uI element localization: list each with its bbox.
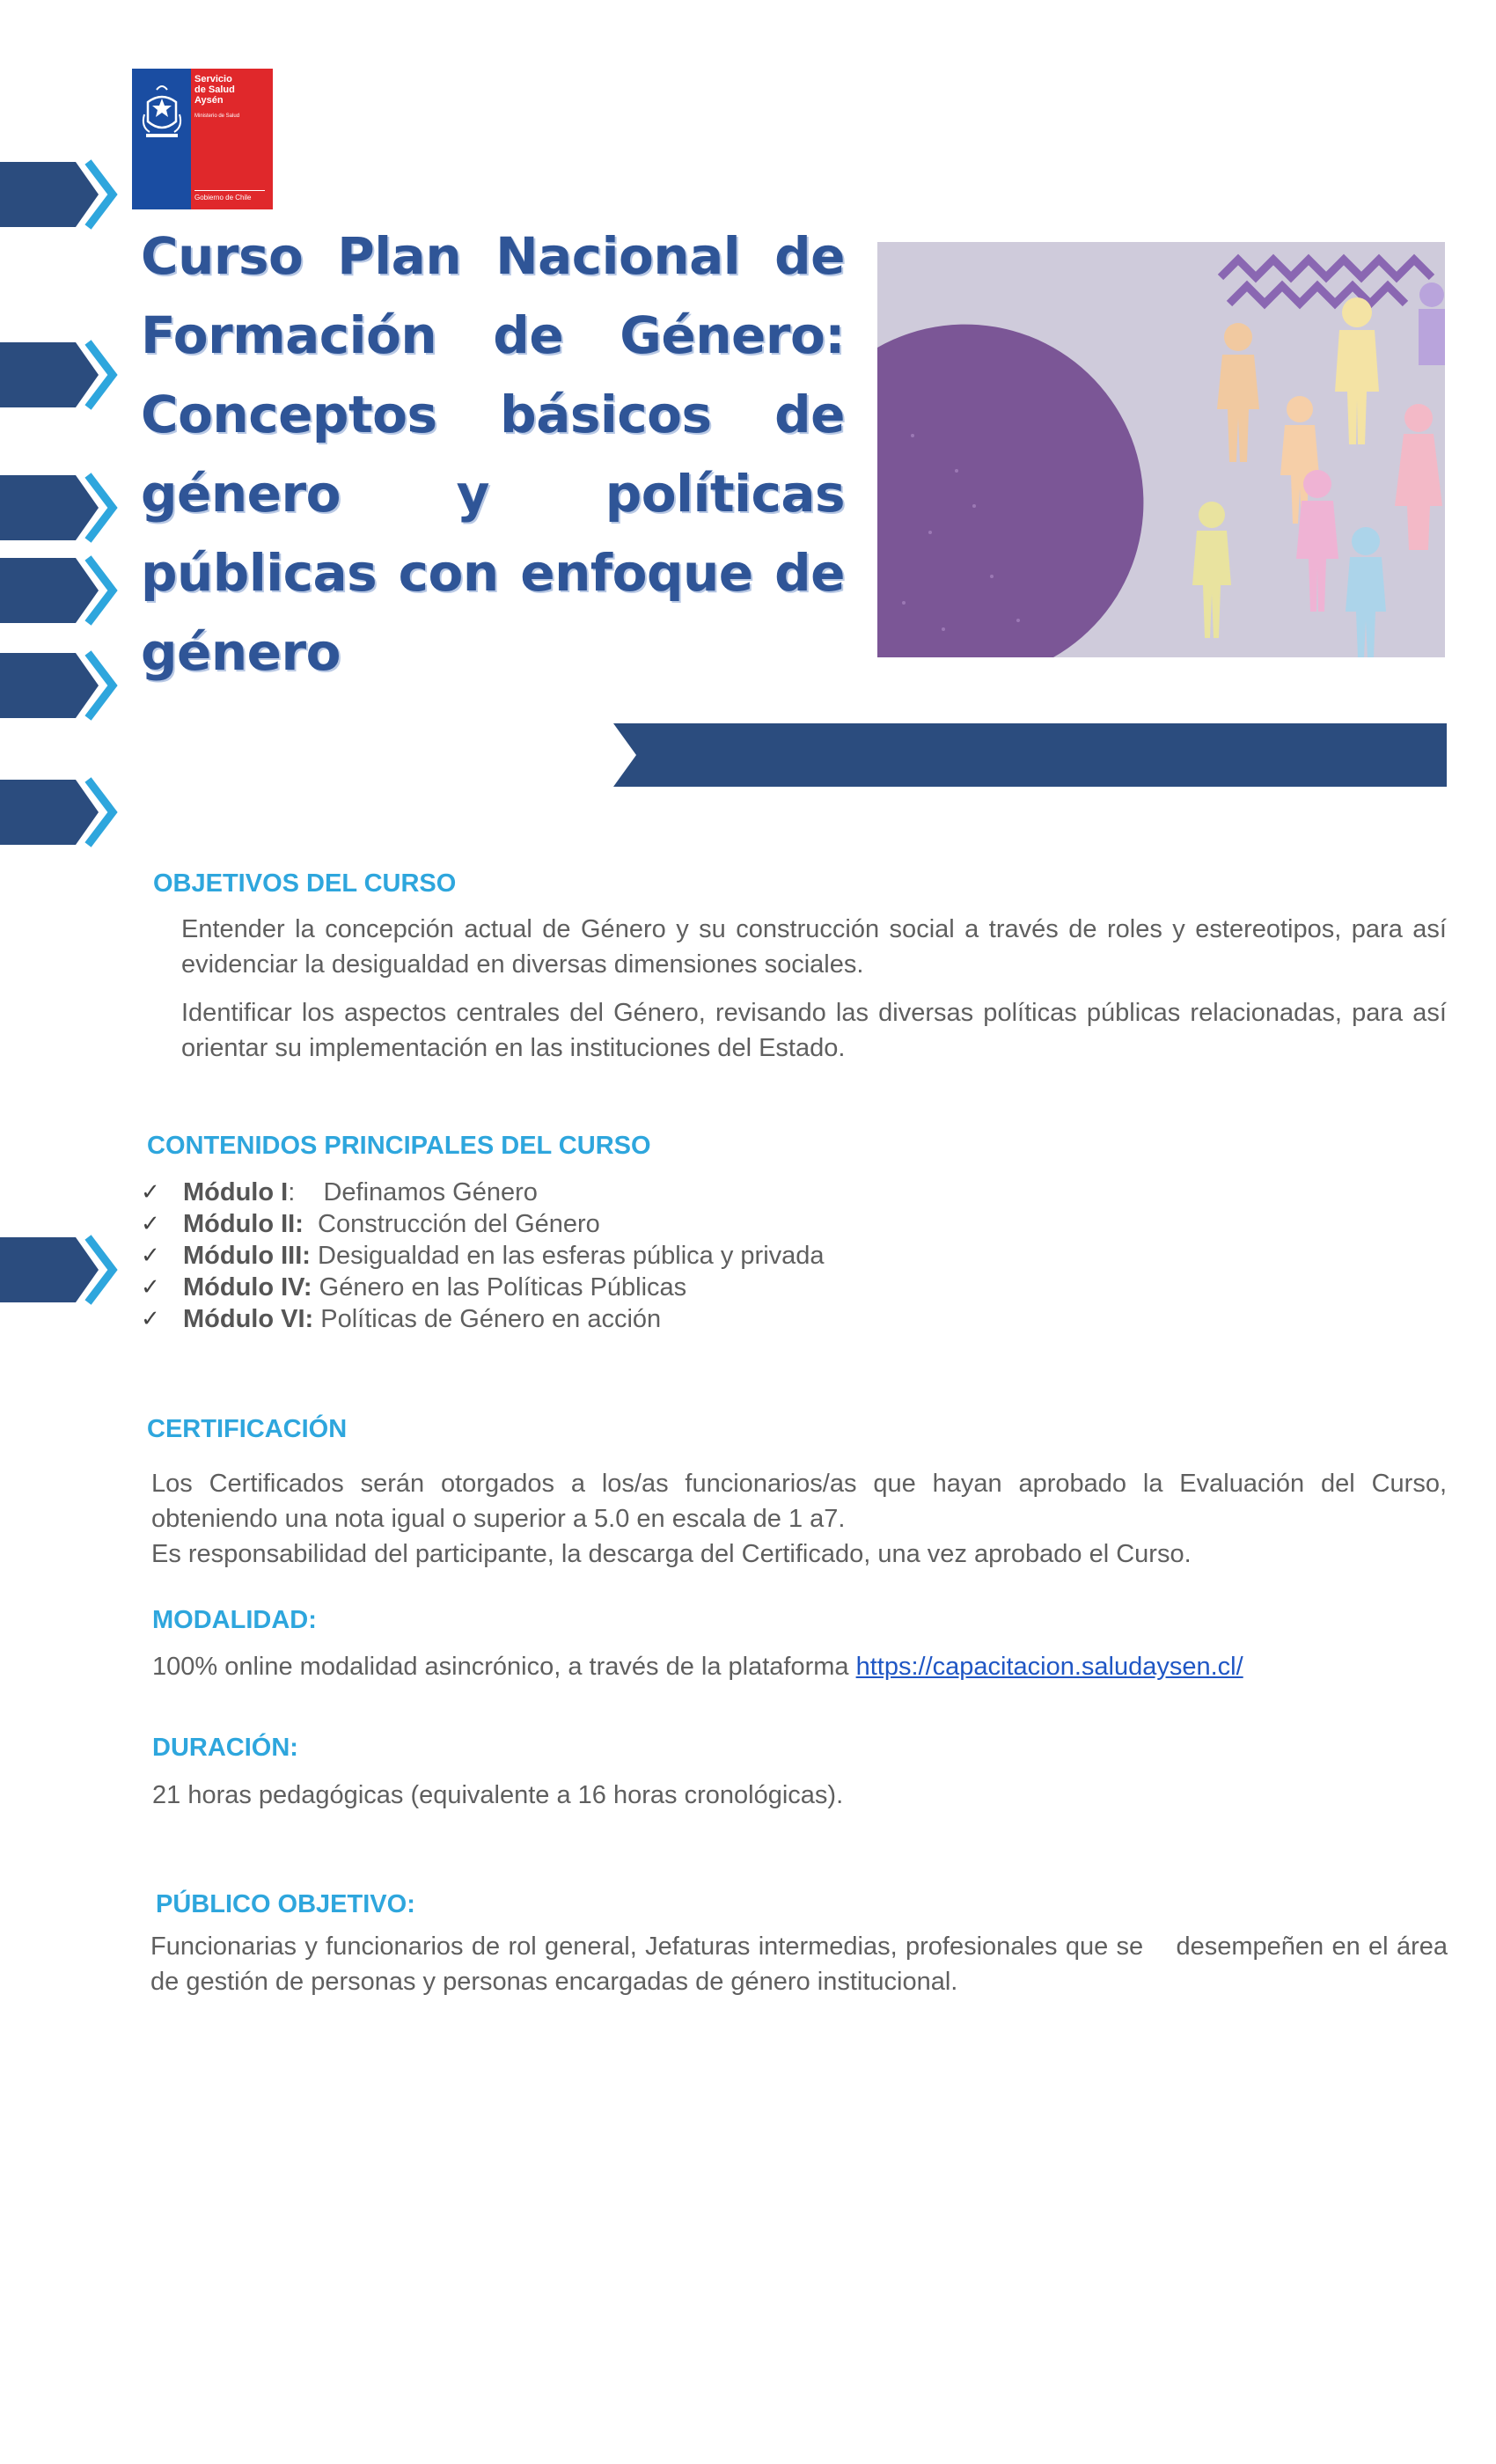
module-item-1: ✓ Módulo I: Definamos Género — [141, 1178, 538, 1206]
coat-of-arms-icon — [139, 76, 185, 148]
modality-heading: MODALIDAD: — [152, 1606, 317, 1634]
government-logo — [132, 69, 273, 209]
paper-people-illustration — [877, 242, 1445, 657]
course-title: Curso Plan Nacional de Formación de Género: Conceptos básicos de género y políticas públicas con enfoque de género — [141, 226, 845, 682]
certification-paragraph-2: Es responsabilidad del participante, la descarga del Certificado, una vez aprobado el Curso. — [151, 1540, 1192, 1568]
title-banner — [613, 723, 1447, 787]
certification-heading: CERTIFICACIÓN — [147, 1415, 348, 1443]
modality-paragraph: 100% online modalidad asincrónico, a través de la plataforma https://capacitacion.saludaysen.cl/ — [152, 1653, 1243, 1681]
arrow-decoration-4 — [0, 554, 125, 627]
audience-heading: PÚBLICO OBJETIVO: — [156, 1890, 415, 1918]
module-item-5: ✓ Módulo VI: Políticas de Género en acción — [141, 1305, 662, 1333]
module-item-3: ✓ Módulo III: Desigualdad en las esferas pública y privada — [141, 1242, 825, 1270]
logo-rule — [194, 190, 265, 191]
logo-text: Servicio de Salud Aysén — [194, 74, 235, 106]
arrow-decoration-3 — [0, 472, 125, 544]
duration-heading: DURACIÓN: — [152, 1734, 298, 1762]
checkmark-icon: ✓ — [141, 1306, 160, 1332]
checkmark-icon: ✓ — [141, 1211, 160, 1237]
platform-link[interactable]: https://capacitacion.saludaysen.cl/ — [855, 1653, 1243, 1681]
audience-text: Funcionarias y funcionarios de rol general, Jefaturas intermedias, profesionales que se desempeñen en el área de gestión de personas y personas encargadas de género institucional. — [150, 1932, 1456, 1996]
arrow-decoration-1 — [0, 158, 125, 231]
checkmark-icon: ✓ — [141, 1243, 160, 1269]
logo-government: Gobierno de Chile — [194, 194, 252, 202]
module-item-4: ✓ Módulo IV: Género en las Políticas Públicas — [141, 1273, 687, 1302]
logo-ministry: Ministerio de Salud — [194, 114, 240, 119]
checkmark-icon: ✓ — [141, 1179, 160, 1206]
objective-paragraph-2: Identificar los aspectos centrales del Género, revisando las diversas políticas públicas relacionadas, para así orientar su implementación en las instituciones del Estado. — [181, 999, 1447, 1062]
objectives-heading: OBJETIVOS DEL CURSO — [153, 869, 457, 898]
arrow-decoration-2 — [0, 339, 125, 411]
arrow-decoration-6 — [0, 776, 125, 848]
checkmark-icon: ✓ — [141, 1274, 160, 1301]
certification-paragraph-1: Los Certificados serán otorgados a los/as funcionarios/as que hayan aprobado la Evaluación del Curso, obteniendo una nota igual o superior a 5.0 en escala de 1 a7. — [151, 1470, 1447, 1533]
modules-list — [141, 1177, 1197, 1335]
module-item-2: ✓ Módulo II: Construcción del Género — [141, 1210, 600, 1238]
duration-text: 21 horas pedagógicas (equivalente a 16 horas cronológicas). — [152, 1781, 844, 1809]
contents-heading: CONTENIDOS PRINCIPALES DEL CURSO — [147, 1132, 651, 1160]
objective-paragraph-1: Entender la concepción actual de Género y su construcción social a través de roles y estereotipos, para así evidenciar la desigualdad en diversas dimensiones sociales. — [181, 915, 1447, 979]
arrow-decoration-7 — [0, 1234, 125, 1306]
arrow-decoration-5 — [0, 649, 125, 722]
